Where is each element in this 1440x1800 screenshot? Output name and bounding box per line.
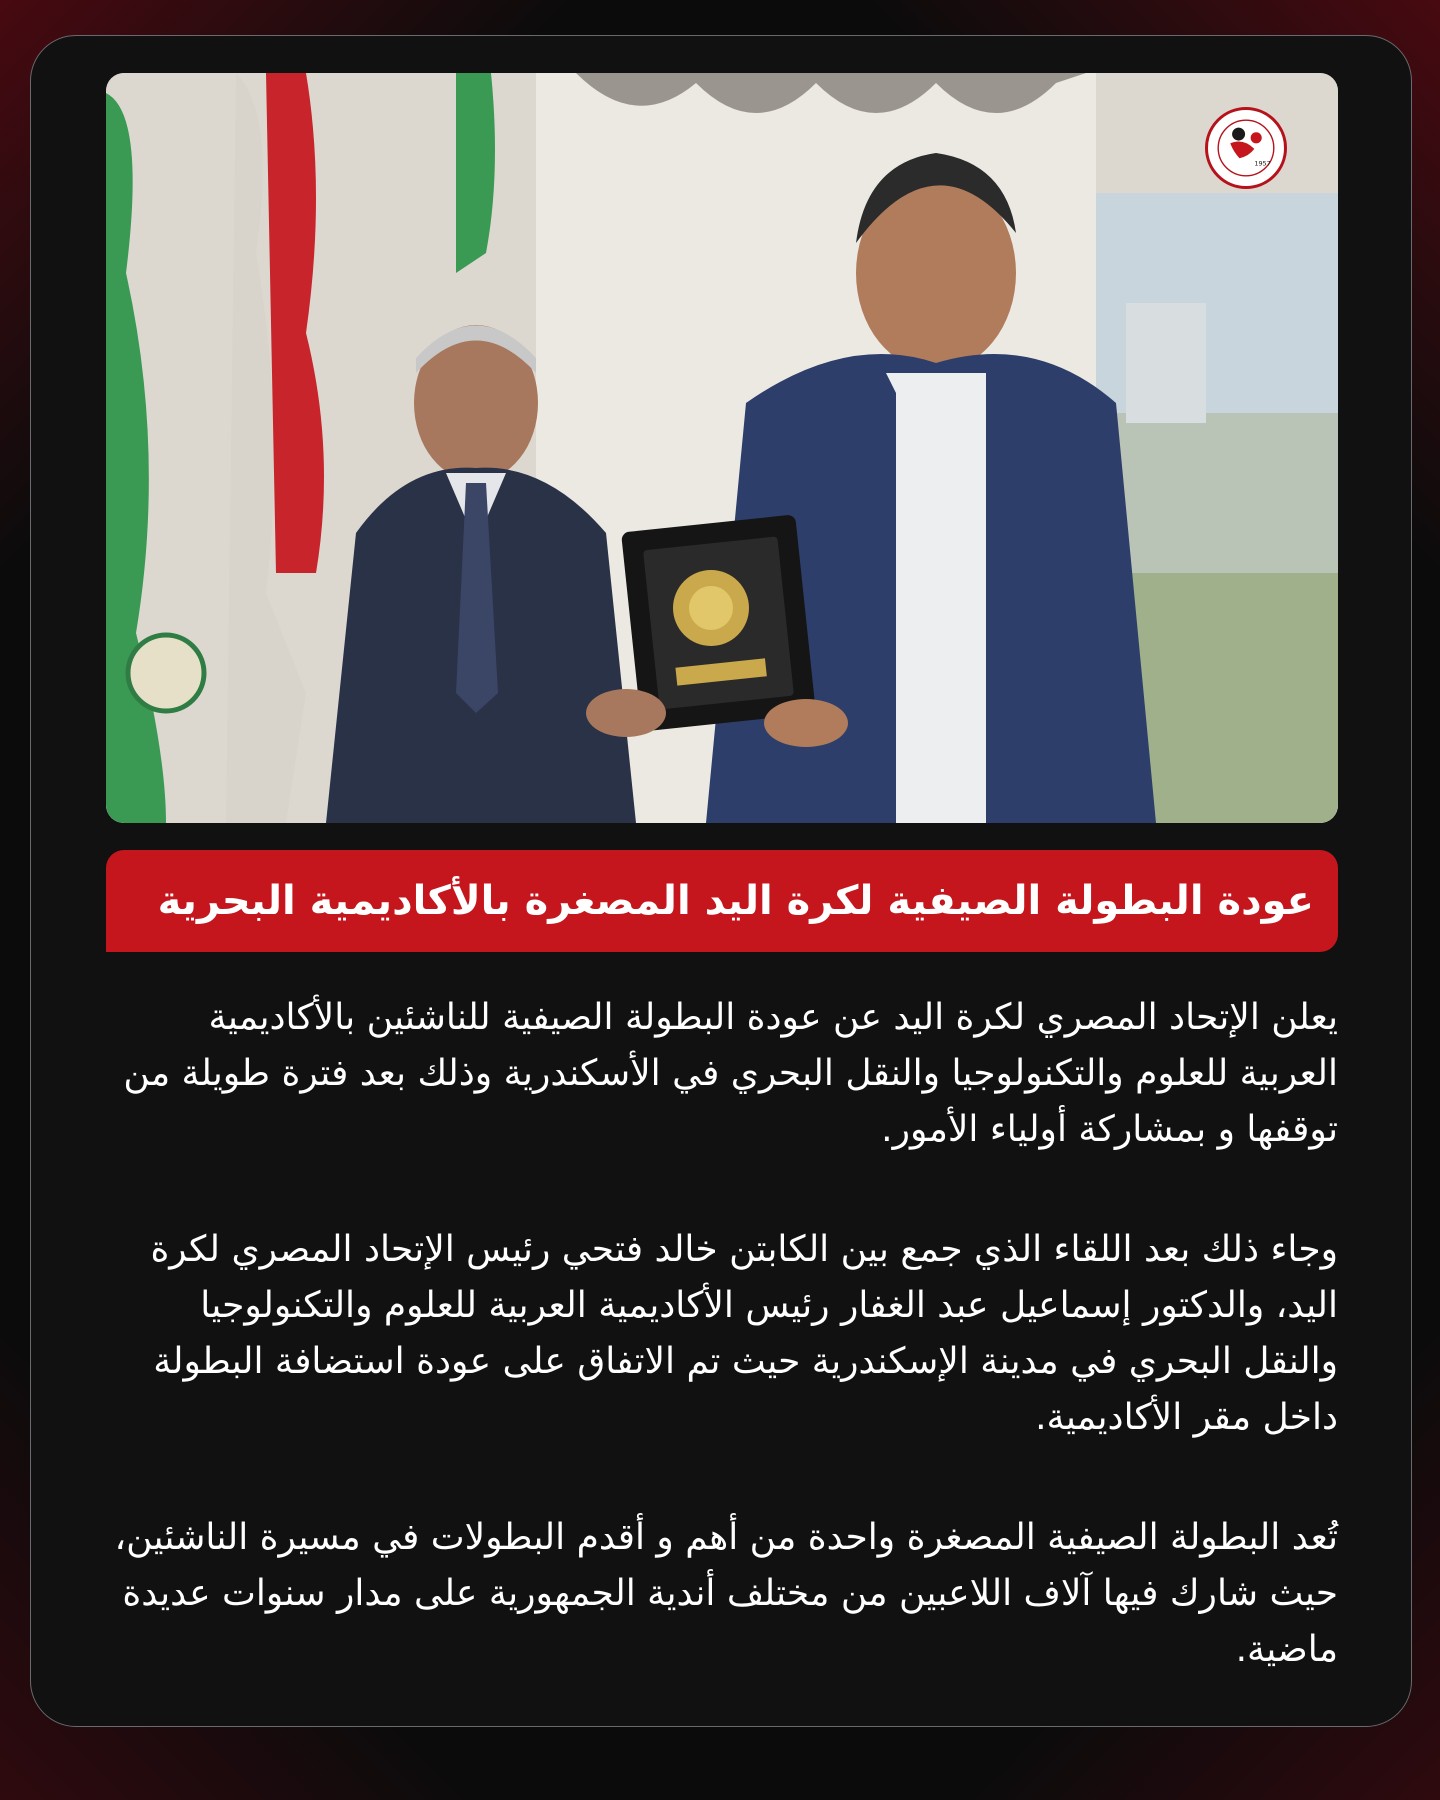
handball-logo-icon [1208,110,1284,186]
federation-logo [1205,107,1287,189]
meeting-photo [106,73,1338,823]
paragraph-2: وجاء ذلك بعد اللقاء الذي جمع بين الكابتن خالد فتحي رئيس الإتحاد المصري لكرة اليد، والدكتور إسماعيل عبد الغفار رئيس الأكاديمية العربية للعلوم والتكنولوجيا والنقل البحري في مدينة الإسكندرية حيث تم الاتفاق على عودة استضافة البطولة داخل مقر الأكاديمية. [150,1229,1338,1438]
paragraph-3: تُعد البطولة الصيفية المصغرة واحدة من أهم و أقدم البطولات في مسيرة الناشئين، حيث شارك فيها آلاف اللاعبين من مختلف أندية الجمهورية على مدار سنوات عديدة ماضية. [114,1517,1338,1670]
photo-illustration [106,73,1338,823]
headline-banner [106,850,1338,952]
headline-title: عودة البطولة الصيفية لكرة اليد المصغرة بالأكاديمية البحرية [157,878,1314,924]
logo-year: 1957 [1254,159,1271,168]
article-body [106,990,1338,1742]
paragraph-1: يعلن الإتحاد المصري لكرة اليد عن عودة البطولة الصيفية للناشئين بالأكاديمية العربية للعلوم والتكنولوجيا والنقل البحري في الأسكندرية وذلك بعد فترة طويلة من توقفها و بمشاركة أولياء الأمور. [123,997,1338,1150]
